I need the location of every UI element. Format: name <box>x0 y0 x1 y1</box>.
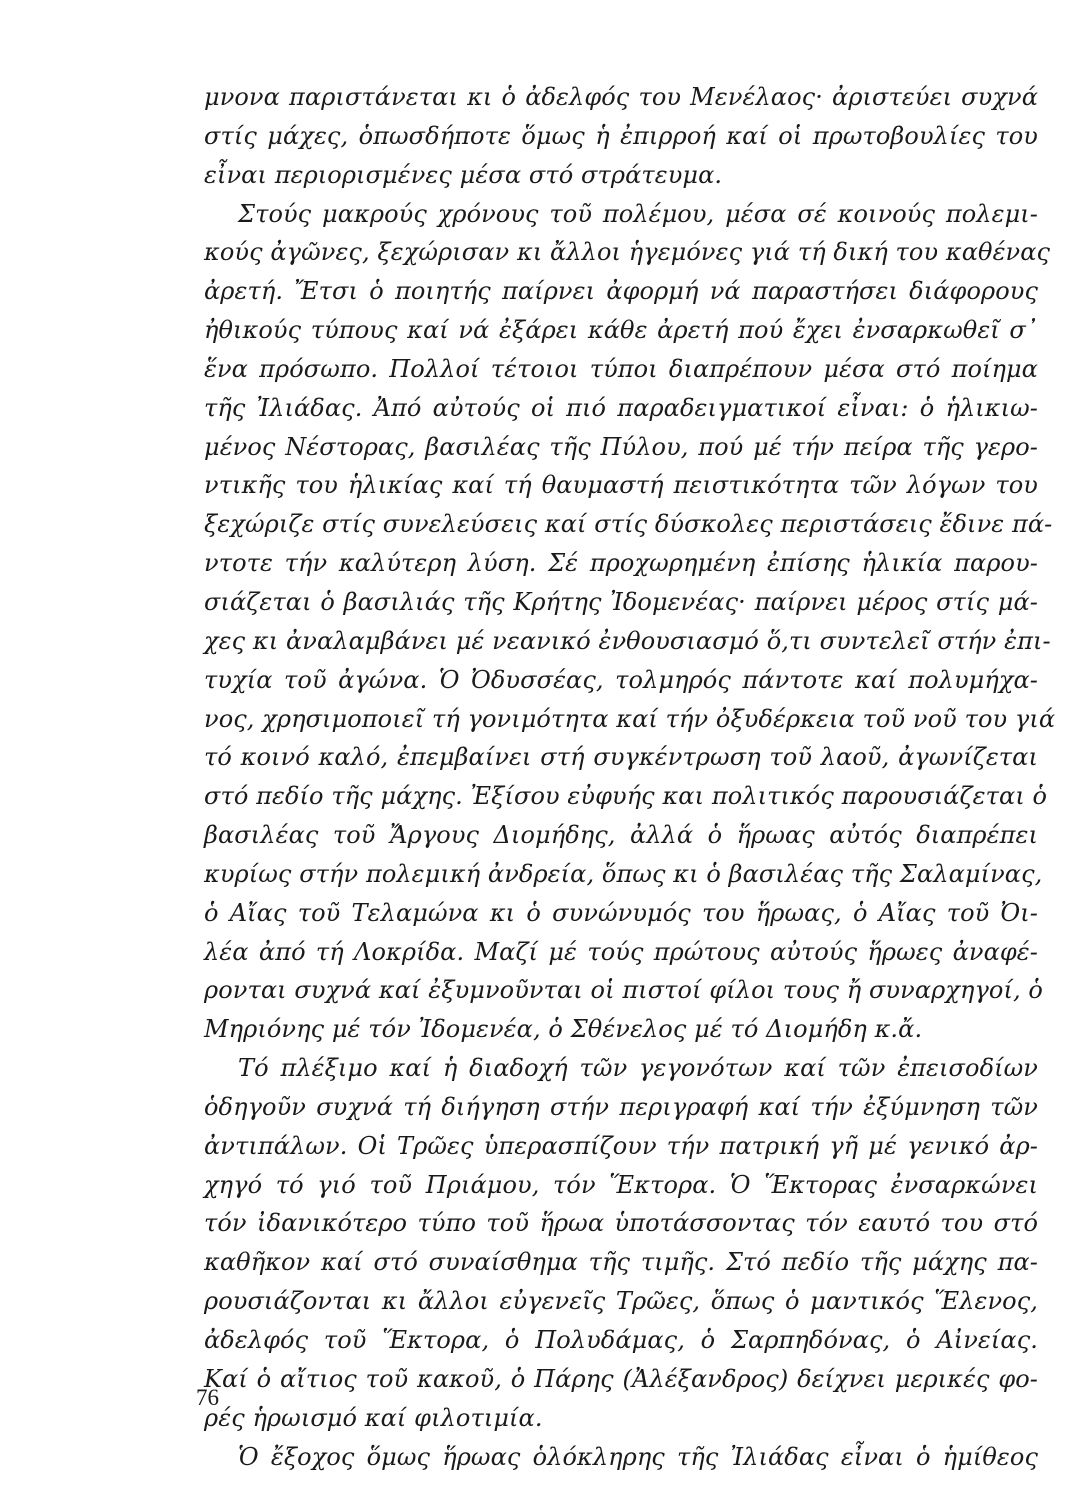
text-line: ὁδηγοῦν συχνά τή διήγηση στήν περιγραφή καί τήν ἐξύμνηση τῶν <box>204 1092 1038 1121</box>
text-line: ρονται συχνά καί ἐξυμνοῦνται οἱ πιστοί φίλοι τους ἤ συναρχηγοί, ὁ <box>204 976 1043 1005</box>
text-line: τῆς Ἰλιάδας. Ἀπό αὐτούς οἱ πιό παραδειγματικοί εἶναι: ὁ ἡλικιω- <box>204 393 1038 422</box>
text-line: ρουσιάζονται κι ἄλλοι εὐγενεῖς Τρῶες, ὅπως ὁ μαντικός Ἕλενος, <box>204 1287 1038 1316</box>
text-line: τυχία τοῦ ἀγώνα. Ὁ Ὀδυσσέας, τολμηρός πάντοτε καί πολυμήχα- <box>204 665 1038 694</box>
text-line: χηγό τό γιό τοῦ Πριάμου, τόν Ἕκτορα. Ὁ Ἕκτορας ἐνσαρκώνει <box>204 1170 1038 1199</box>
text-line: ρές ἡρωισμό καί φιλοτιμία. <box>204 1403 543 1432</box>
text-line: ὁ Αἴας τοῦ Τελαμώνα κι ὁ συνώνυμός του ἥρωας, ὁ Αἴας τοῦ Ὀι- <box>204 898 1038 927</box>
text-line: τόν ἰδανικότερο τύπο τοῦ ἥρωα ὑποτάσσοντας τόν εαυτό του στό <box>204 1209 1038 1238</box>
text-line: στίς μάχες, ὁπωσδήποτε ὅμως ἡ ἐπιρροή καί οἱ πρωτοβουλίες του <box>204 121 1038 150</box>
page-number: 76 <box>196 1385 219 1410</box>
text-line: κούς ἀγῶνες, ξεχώρισαν κι ἄλλοι ἡγεμόνες γιά τή δική του καθένας <box>204 238 1051 267</box>
text-line: Τό πλέξιμο καί ἡ διαδοχή τῶν γεγονότων καί τῶν ἐπεισοδίων <box>238 1054 1038 1083</box>
text-line: καθῆκον καί στό συναίσθημα τῆς τιμῆς. Στό πεδίο τῆς μάχης πα- <box>204 1248 1038 1277</box>
text-line: κυρίως στήν πολεμική ἀνδρεία, ὅπως κι ὁ βασιλέας τῆς Σαλαμίνας, <box>204 859 1043 888</box>
text-line: νος, χρησιμοποιεῖ τή γονιμότητα καί τήν ὀξυδέρκεια τοῦ νοῦ του γιά <box>204 704 1056 733</box>
text-line: λέα ἀπό τή Λοκρίδα. Μαζί μέ τούς πρώτους αὐτούς ἥρωες ἀναφέ- <box>204 937 1038 966</box>
text-line: Μηριόνης μέ τόν Ἰδομενέα, ὁ Σθένελος μέ τό Διομήδη κ.ἄ. <box>204 1015 923 1044</box>
text-line: στό πεδίο τῆς μάχης. Ἐξίσου εὐφυής και πολιτικός παρουσιάζεται ὁ <box>204 782 1048 811</box>
text-line: εἶναι περιορισμένες μέσα στό στράτευμα. <box>204 160 723 189</box>
text-line: τό κοινό καλό, ἐπεμβαίνει στή συγκέντρωση τοῦ λαοῦ, ἀγωνίζεται <box>204 743 1038 772</box>
text-line: ἠθικούς τύπους καί νά ἐξάρει κάθε ἀρετή πού ἔχει ἐνσαρκωθεῖ σ᾽ <box>204 316 1038 345</box>
text-line: ντοτε τήν καλύτερη λύση. Σέ προχωρημένη ἐπίσης ἡλικία παρου- <box>204 549 1038 578</box>
text-line: χες κι ἀναλαμβάνει μέ νεανικό ἐνθουσιασμό ὅ,τι συντελεῖ στήν ἐπι- <box>204 626 1051 655</box>
text-line: ἀδελφός τοῦ Ἕκτορα, ὁ Πολυδάμας, ὁ Σαρπηδόνας, ὁ Αἰνείας. <box>204 1326 1038 1354</box>
text-line: ἕνα πρόσωπο. Πολλοί τέτοιοι τύποι διαπρέπουν μέσα στό ποίημα <box>204 354 1038 383</box>
text-line: σιάζεται ὁ βασιλιάς τῆς Κρήτης Ἰδομενέας· παίρνει μέρος στίς μά- <box>204 587 1038 616</box>
text-line: ἀρετή. Ἔτσι ὁ ποιητής παίρνει ἀφορμή νά παραστήσει διάφορους <box>204 277 1038 306</box>
text-line: ντικῆς του ἡλικίας καί τή θαυμαστή πειστικότητα τῶν λόγων του <box>204 471 1038 500</box>
text-line: Ὁ ἔξοχος ὅμως ἥρωας ὁλόκληρης τῆς Ἰλιάδας εἶναι ὁ ἡμίθεος <box>238 1442 1038 1471</box>
text-line: Στούς μακρούς χρόνους τοῦ πολέμου, μέσα σέ κοινούς πολεμι- <box>238 199 1038 228</box>
text-line: βασιλέας τοῦ Ἄργους Διομήδης, ἀλλά ὁ ἥρωας αὐτός διαπρέπει <box>204 821 1038 850</box>
text-line: μένος Νέστορας, βασιλέας τῆς Πύλου, πού μέ τήν πείρα τῆς γερο- <box>204 432 1038 461</box>
text-line: Καί ὁ αἴτιος τοῦ κακοῦ, ὁ Πάρης (Ἀλέξανδρος) δείχνει μερικές φο- <box>204 1364 1038 1393</box>
text-line: ξεχώριζε στίς συνελεύσεις καί στίς δύσκολες περιστάσεις ἔδινε πά- <box>204 510 1053 539</box>
body-text <box>204 78 1056 1476</box>
text-line: μνονα παριστάνεται κι ὁ ἀδελφός του Μενέλαος· ἀριστεύει συχνά <box>204 83 1038 111</box>
text-line: ἀντιπάλων. Οἱ Τρῶες ὑπερασπίζουν τήν πατρική γῆ μέ γενικό ἀρ- <box>204 1131 1038 1160</box>
